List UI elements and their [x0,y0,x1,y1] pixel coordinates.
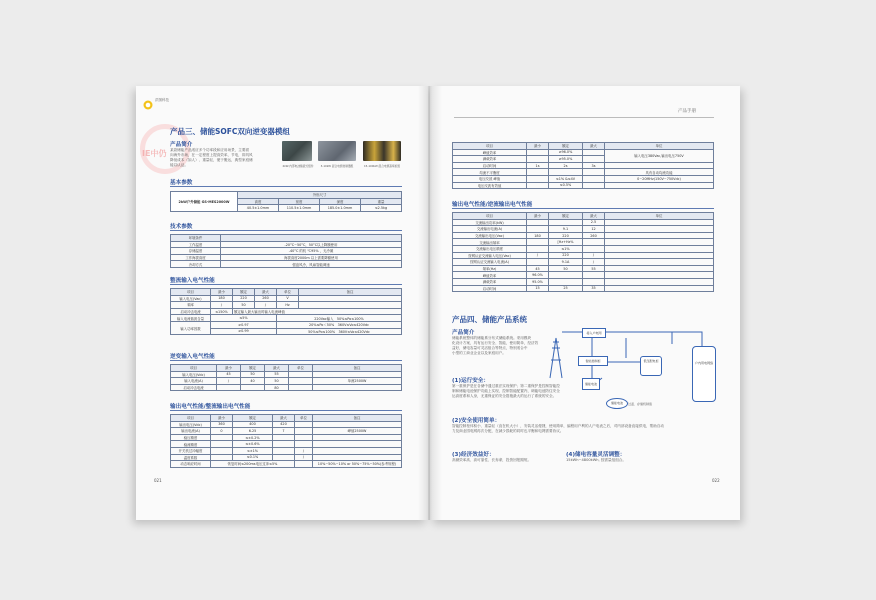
table-row: 冷却方式 强迫风冷，风扇智能调速 [171,261,402,268]
table-row: 按网认证交流输入电流(A) 9.1A / [453,259,714,266]
table-row: 输入功率因数 ≥0.97 20%≤Po＜50% 360V≤Vo≤420Vdc [171,321,402,328]
system-intro-heading: 产品简介 [452,330,475,336]
table-row: 动态响应时间 恢复时间≤200ms电压过冲≤5% 10%~50%~10% or 50%~75%~50%(参考规程) [171,461,402,468]
out-rule-right [452,208,714,209]
header-rule [454,117,714,118]
table-cell: 185.0±1.0mm [320,205,361,212]
table-row: 满载效率 ≥95.0% [453,156,714,163]
table-row: 满载效率 95.0% [453,278,714,285]
system-title: 产品四、储能产品系统 [452,315,527,324]
col-header: 高度 [238,198,279,205]
inv-input-table [170,364,402,391]
brand-logo-icon [143,100,155,110]
model-cell: 2kW户外储能 GS-MES2000W [171,192,238,212]
right-page [430,86,740,520]
inv-heading: 逆变输入电气性能 [170,354,215,360]
table-row: 均流不平衡度 具有自动均流功能 [453,169,714,176]
photo-caption-3: 15-100kW 混合电源高频柜组 [363,164,401,168]
photo-caption-1: 2kW-内部电池储液式组件 [282,164,314,168]
col-header: 重量 [361,198,402,205]
basic-heading: 基本参数 [170,180,193,186]
table-row: 输入电流谐波含量 ≤5% 220Vac输入 50%≤Po≤100% [171,315,402,322]
book-spine [418,86,442,520]
table-row: 启动时间 15 25 35 [453,285,714,292]
table-row: 温度系数 ≤0.1% / [171,454,402,461]
rect-heading: 整流输入电气性能 [170,278,215,284]
dims-header: 外形尺寸 [238,192,402,199]
table-row: 启动冲击电流 ≤150% 额定输入最大输出时输入电流峰值 [171,308,402,315]
table-row: 稳流精度 ≤±0.6% [171,441,402,448]
table-row: 交流输出功率(kW) 2.5 [453,219,714,226]
control-cabinet-box: 智能控制柜 [578,356,608,366]
col-header: 宽度 [279,198,320,205]
rect-input-table [170,288,402,335]
product-photo-1 [282,141,312,161]
table-row: 按网认证交流输入电压(Vac) / 220 / [453,252,714,259]
table-row: 输出电压(Vdc) 360 400 420 [171,421,402,428]
product-photo-2 [318,141,356,161]
table-row: 电压纹波 峰值 ≤1% &≤4V 0~20MHz(150V~750Vdc) [453,175,714,182]
out-heading: 输出电气性能/整流输出电气性能 [170,404,251,410]
point3-heading: (3)经济效益好： [452,452,495,458]
photo-caption-2: 3-10kW 混合电源控制器组 [320,164,354,168]
table-cell: 110.5±1.0mm [279,205,320,212]
top-spec-table [452,142,714,189]
table-row: 项目 最小 额定 最大 单位 [453,213,714,220]
out-heading-right: 输出电气性能/逆流输出电气性能 [452,202,533,208]
logo-text: 洪图科技 [155,98,169,102]
header-text: 产品手册 [678,109,696,114]
table-row: 稳压精度 ≤±0.2% [171,434,402,441]
table-row: 输入电压(Vdc) 45 50 55 [171,371,402,378]
table-row: 环境条件 [171,235,402,242]
table-row: 项目 最小 额定 最大 单位 [453,143,714,150]
basic-rule [170,186,402,187]
table-row: 输入电流(A) / 40 50 单流2500W [171,378,402,385]
table-row: 项目 最小 额定 最大 单位 备注 [171,289,402,296]
table-row: 交流输出电压精度 ≤1% [453,245,714,252]
battery-box: 储能电池 [582,378,600,390]
table-row: 频率 / 50 / Hz [171,302,402,309]
battery-oval: 储能电池 [606,398,628,409]
tech-heading: 技术参数 [170,224,193,230]
intro-heading: 产品简介 [170,142,193,148]
basic-params-table [170,191,402,212]
distribution-box: 低压配电柜 [640,356,662,376]
logo [143,95,155,105]
col-header: 深度 [320,198,361,205]
point1-heading: (1)运行安全： [452,378,489,384]
table-row: 项目 最小 额定 最大 单位 备注 [171,415,402,422]
grid-box: 接入户电网 [582,328,606,338]
table-row: 交流输出电压(Vac) 180 220 260 [453,232,714,239]
table-row: 开关机过冲幅度 ≤±1% / [171,447,402,454]
rect-rule [170,284,402,285]
point2-text: 智能控制柜体积小、重量轻（直在机大小），安装灵活便捷，使用简单，编程用户利的人户电表之后，对内部设备直接供电，帮助自动 力及商业园电网再次分配，在减少损耗的同时也平衡和电网需要协议。 [452,424,665,433]
table-row: 项目 最小 额定 最大 单位 备注 [171,365,402,372]
watermark-text: IE中仍 [142,149,167,158]
table-row: 启动时间 1s 2s 3s [453,162,714,169]
page-number: 021 [154,478,162,483]
product-photo-3 [363,141,401,161]
table-row: 频率(Hz) 45 50 55 [453,265,714,272]
point2-heading: (2)安全使用简单： [452,418,501,424]
output-table [170,414,402,468]
tech-rule [170,230,402,231]
table-row: 存储温度 -40°C 的机 ℃95% ，无冷凝 [171,248,402,255]
table-row: 输出电流(A) 0 6.25 7 峰值2500W [171,428,402,435]
home-grid-box: 户内用电网络 [692,346,716,402]
point3-text: 高储效率高、高可靠性、长寿命，投资回报期短。 [452,458,532,462]
table-row: 启动冲击电流 80 [171,384,402,391]
page-title: 产品三、储能SOFC双向逆变器模组 [170,127,290,136]
table-row: ≥0.99 50%≤Po≤100% 360V≤Vo≤420Vdc [171,328,402,335]
system-intro-text: 储能系统整体的储能系分布式储能系统。采用模块 化设计方案，具有运行安全、智能，使用简单，经济效 益好，储电容量可灵活组合等特点，特别适合中 小型的工商业企业以及家庭用户。 [452,336,539,355]
table-row: 交流输出频率 [Hz+Hz% [453,239,714,246]
out-rule [170,410,402,411]
point4-text: 15kWh~4800kWh, 按需量组组合。 [566,458,626,462]
table-cell: ≤2.5kg [361,205,402,212]
table-row: 工作海拔高度 海拔高度2000m 以上需要降额使用 [171,254,402,261]
table-row: 交流输出电流(A) 9.1 12 [453,226,714,233]
page-number: 022 [712,478,720,483]
diagram-note: 过温、存储机制值 [628,402,653,406]
table-row: 峰值效率 ≥96.0% 输入电压380Vac,输出电压750V [453,149,714,156]
power-tower-icon [550,338,562,378]
tech-params-table [170,234,402,268]
table-row: 电压纹波有效值 ≤0.5% [453,182,714,189]
point4-heading: (4)储电容量灵活调整： [566,452,626,458]
table-row: 输入电压(Vac) 180 220 260 V [171,295,402,302]
table-row: 工作温度 -20°C~50°C，50°C以上降额使用 [171,241,402,248]
inv-rule [170,360,402,361]
inverter-output-table [452,212,714,292]
intro-text: 某款储能产品适应多个功率段和应用场景，主要面 向海外市场，在一定程度上提高效率，节电，即具风 降低成本（如人）、重量轻，便于搬运，典型家庭储 能以认证。 [170,148,253,167]
table-cell: 40.5±1.0mm [238,205,279,212]
table-row: 峰值效率 96.0% [453,272,714,279]
point1-text: 第一重保护是在各储中通过重法实现保护；第二重保护是控制智能控 制和储能电池保护功能上实现，控制智能配置内，调能电池防住安全 运高度系和人身，无重保证的安全措施最大的运行了系统的安全。 [452,384,560,398]
left-page [136,86,428,520]
